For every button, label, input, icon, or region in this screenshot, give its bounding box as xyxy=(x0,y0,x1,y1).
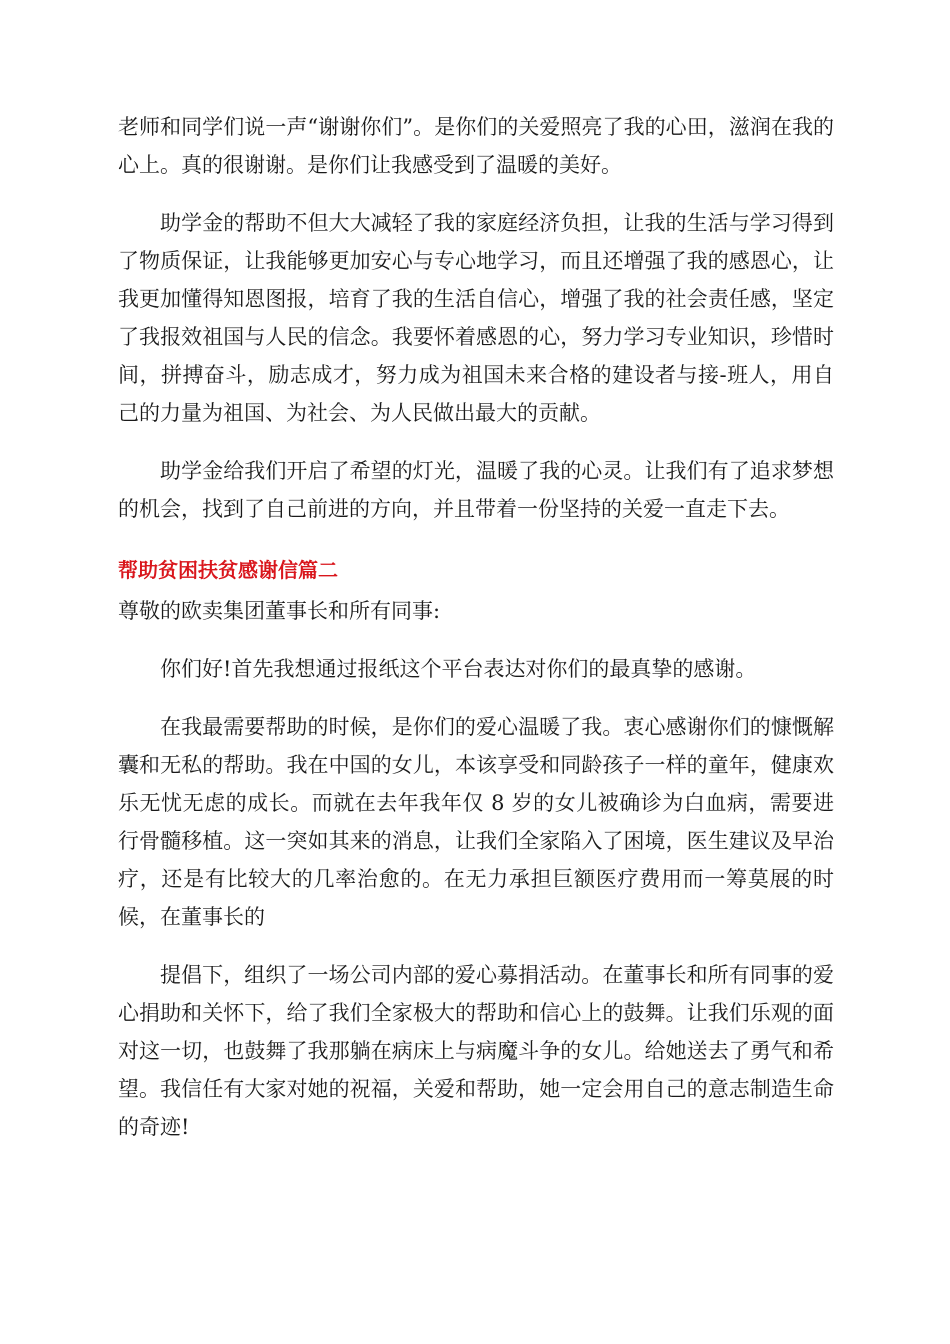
paragraph-greeting: 你们好!首先我想通过报纸这个平台表达对你们的最真挚的感谢。 xyxy=(160,657,757,681)
paragraph-grant-hope: 助学金给我们开启了希望的灯光，温暖了我的心灵。让我们有了追求梦想的机会，找到了自己前进的方向，并且带着一份坚持的关爱一直走下去。 xyxy=(118,459,834,521)
paragraph-closing-thanks: 老师和同学们说一声“谢谢你们”。是你们的关爱照亮了我的心田，滋润在我的心上。真的很谢谢。是你们让我感受到了温暖的美好。 xyxy=(118,115,834,177)
letter-salutation: 尊敬的欧卖集团董事长和所有同事: xyxy=(118,599,441,623)
document-page xyxy=(118,108,834,1146)
paragraph-donation-campaign: 提倡下，组织了一场公司内部的爱心募捐活动。在董事长和所有同事的爱心捐助和关怀下，给了我们全家极大的帮助和信心上的鼓舞。让我们乐观的面对这一切，也鼓舞了我那躺在病床上与病魔斗争的女儿。给她送去了勇气和希望。我信任有大家对她的祝福，关爱和帮助，她一定会用自己的意志制造生命的奇迹! xyxy=(118,963,834,1139)
paragraph-grant-help: 助学金的帮助不但大大减轻了我的家庭经济负担，让我的生活与学习得到了物质保证，让我能够更加安心与专心地学习，而且还增强了我的感恩心，让我更加懂得知恩图报，培育了我的生活自信心，增强了我的社会责任感，坚定了我报效祖国与人民的信念。我要怀着感恩的心，努力学习专业知识，珍惜时间，拼搏奋斗，励志成才，努力成为祖国未来合格的建设者与接-班人，用自己的力量为祖国、为社会、为人民做出最大的贡献。 xyxy=(118,211,834,425)
paragraph-daughter-illness: 在我最需要帮助的时候，是你们的爱心温暖了我。衷心感谢你们的慷慨解囊和无私的帮助。我在中国的女儿，本该享受和同龄孩子一样的童年，健康欢乐无忧无虑的成长。而就在去年我年仅 8 岁的女儿被确诊为白血病，需要进行骨髓移植。这一突如其来的消息，让我们全家陷入了困境，医生建议及早治疗，还是有比较大的几率治愈的。在无力承担巨额医疗费用而一筹莫展的时候，在董事长的 xyxy=(118,715,834,929)
section-heading: 帮助贫困扶贫感谢信篇二 xyxy=(118,558,338,582)
